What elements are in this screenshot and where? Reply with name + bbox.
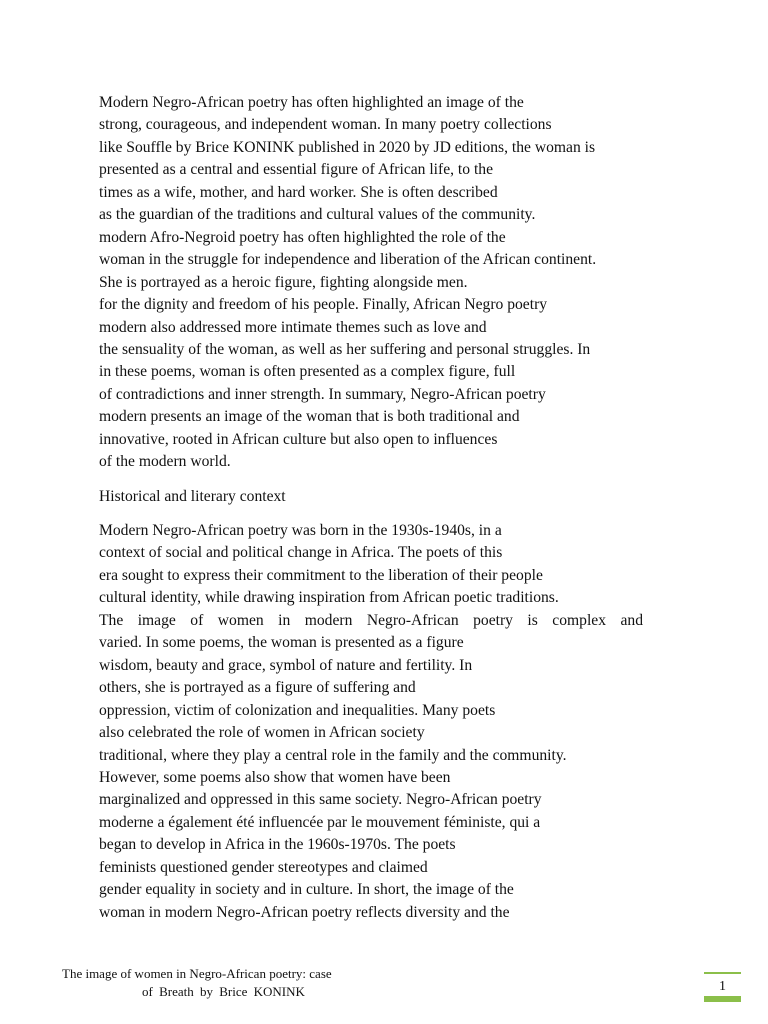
text-line: Modern Negro-African poetry has often highlighted an image of the — [99, 94, 524, 111]
text-line: feminists questioned gender stereotypes and claimed — [99, 858, 428, 876]
text-line: modern also addressed more intimate themes such as love and — [99, 318, 487, 336]
text-line: Modern Negro-African poetry was born in the 1930s-1940s, in a — [99, 522, 502, 539]
text-line: wisdom, beauty and grace, symbol of nature and fertility. In — [99, 656, 473, 674]
text-line: of contradictions and inner strength. In summary, Negro-African poetry — [99, 385, 546, 403]
text-line: However, some poems also show that women have been — [99, 768, 451, 786]
text-line: of the modern world. — [99, 453, 231, 471]
text-line: began to develop in Africa in the 1960s-1970s. The poets — [99, 836, 456, 854]
text-line: times as a wife, mother, and hard worker. She is often described — [99, 183, 498, 201]
text-line: gender equality in society and in culture. In short, the image of the — [99, 881, 514, 899]
text-line: oppression, victim of colonization and inequalities. Many poets — [99, 701, 496, 719]
text-line: innovative, rooted in African culture but also open to influences — [99, 430, 498, 448]
text-line: woman in modern Negro-African poetry reflects diversity and the — [99, 903, 510, 921]
page-number: 1 — [719, 979, 726, 994]
page-number-bottom-bar — [704, 996, 741, 1002]
section-heading: Historical and literary context — [99, 488, 286, 505]
footer-title-line-1: The image of women in Negro-African poetry: case — [62, 966, 332, 981]
text-line: She is portrayed as a heroic figure, fighting alongside men. — [99, 273, 468, 291]
paragraph-intro — [99, 92, 679, 474]
text-line: in these poems, woman is often presented as a complex figure, full — [99, 363, 516, 381]
text-line: as the guardian of the traditions and cultural values of the community. — [99, 206, 536, 224]
page-number-block — [704, 972, 741, 1002]
page-number-top-rule — [704, 972, 741, 974]
text-line: presented as a central and essential figure of African life, to the — [99, 161, 494, 179]
text-line: moderne a également été influencée par le mouvement féministe, qui a — [99, 813, 541, 831]
text-line: The image of women in modern Negro-African poetry is complex and — [99, 611, 643, 629]
text-line: the sensuality of the woman, as well as her suffering and personal struggles. In — [99, 340, 591, 358]
text-line: strong, courageous, and independent woman. In many poetry collections — [99, 116, 552, 134]
text-line: like Souffle by Brice KONINK published in 2020 by JD editions, the woman is — [99, 138, 596, 156]
text-line: modern Afro-Negroid poetry has often highlighted the role of the — [99, 228, 506, 246]
footer-title — [62, 965, 332, 1001]
text-line: modern presents an image of the woman that is both traditional and — [99, 408, 520, 426]
text-line: also celebrated the role of women in African society — [99, 724, 425, 742]
text-line: context of social and political change in Africa. The poets of this — [99, 544, 503, 562]
text-line: traditional, where they play a central role in the family and the community. — [99, 746, 567, 764]
paragraph-historical-context — [99, 520, 679, 924]
text-line: marginalized and oppressed in this same society. Negro-African poetry — [99, 791, 542, 809]
text-line: varied. In some poems, the woman is presented as a figure — [99, 634, 464, 652]
text-line: era sought to express their commitment to the liberation of their people — [99, 566, 543, 584]
text-line: woman in the struggle for independence and liberation of the African continent. — [99, 251, 597, 269]
text-line: for the dignity and freedom of his people. Finally, African Negro poetry — [99, 296, 548, 314]
footer-title-line-2: of Breath by Brice KONINK — [142, 984, 305, 999]
text-line: others, she is portrayed as a figure of suffering and — [99, 679, 416, 697]
text-line: cultural identity, while drawing inspiration from African poetic traditions. — [99, 589, 559, 607]
